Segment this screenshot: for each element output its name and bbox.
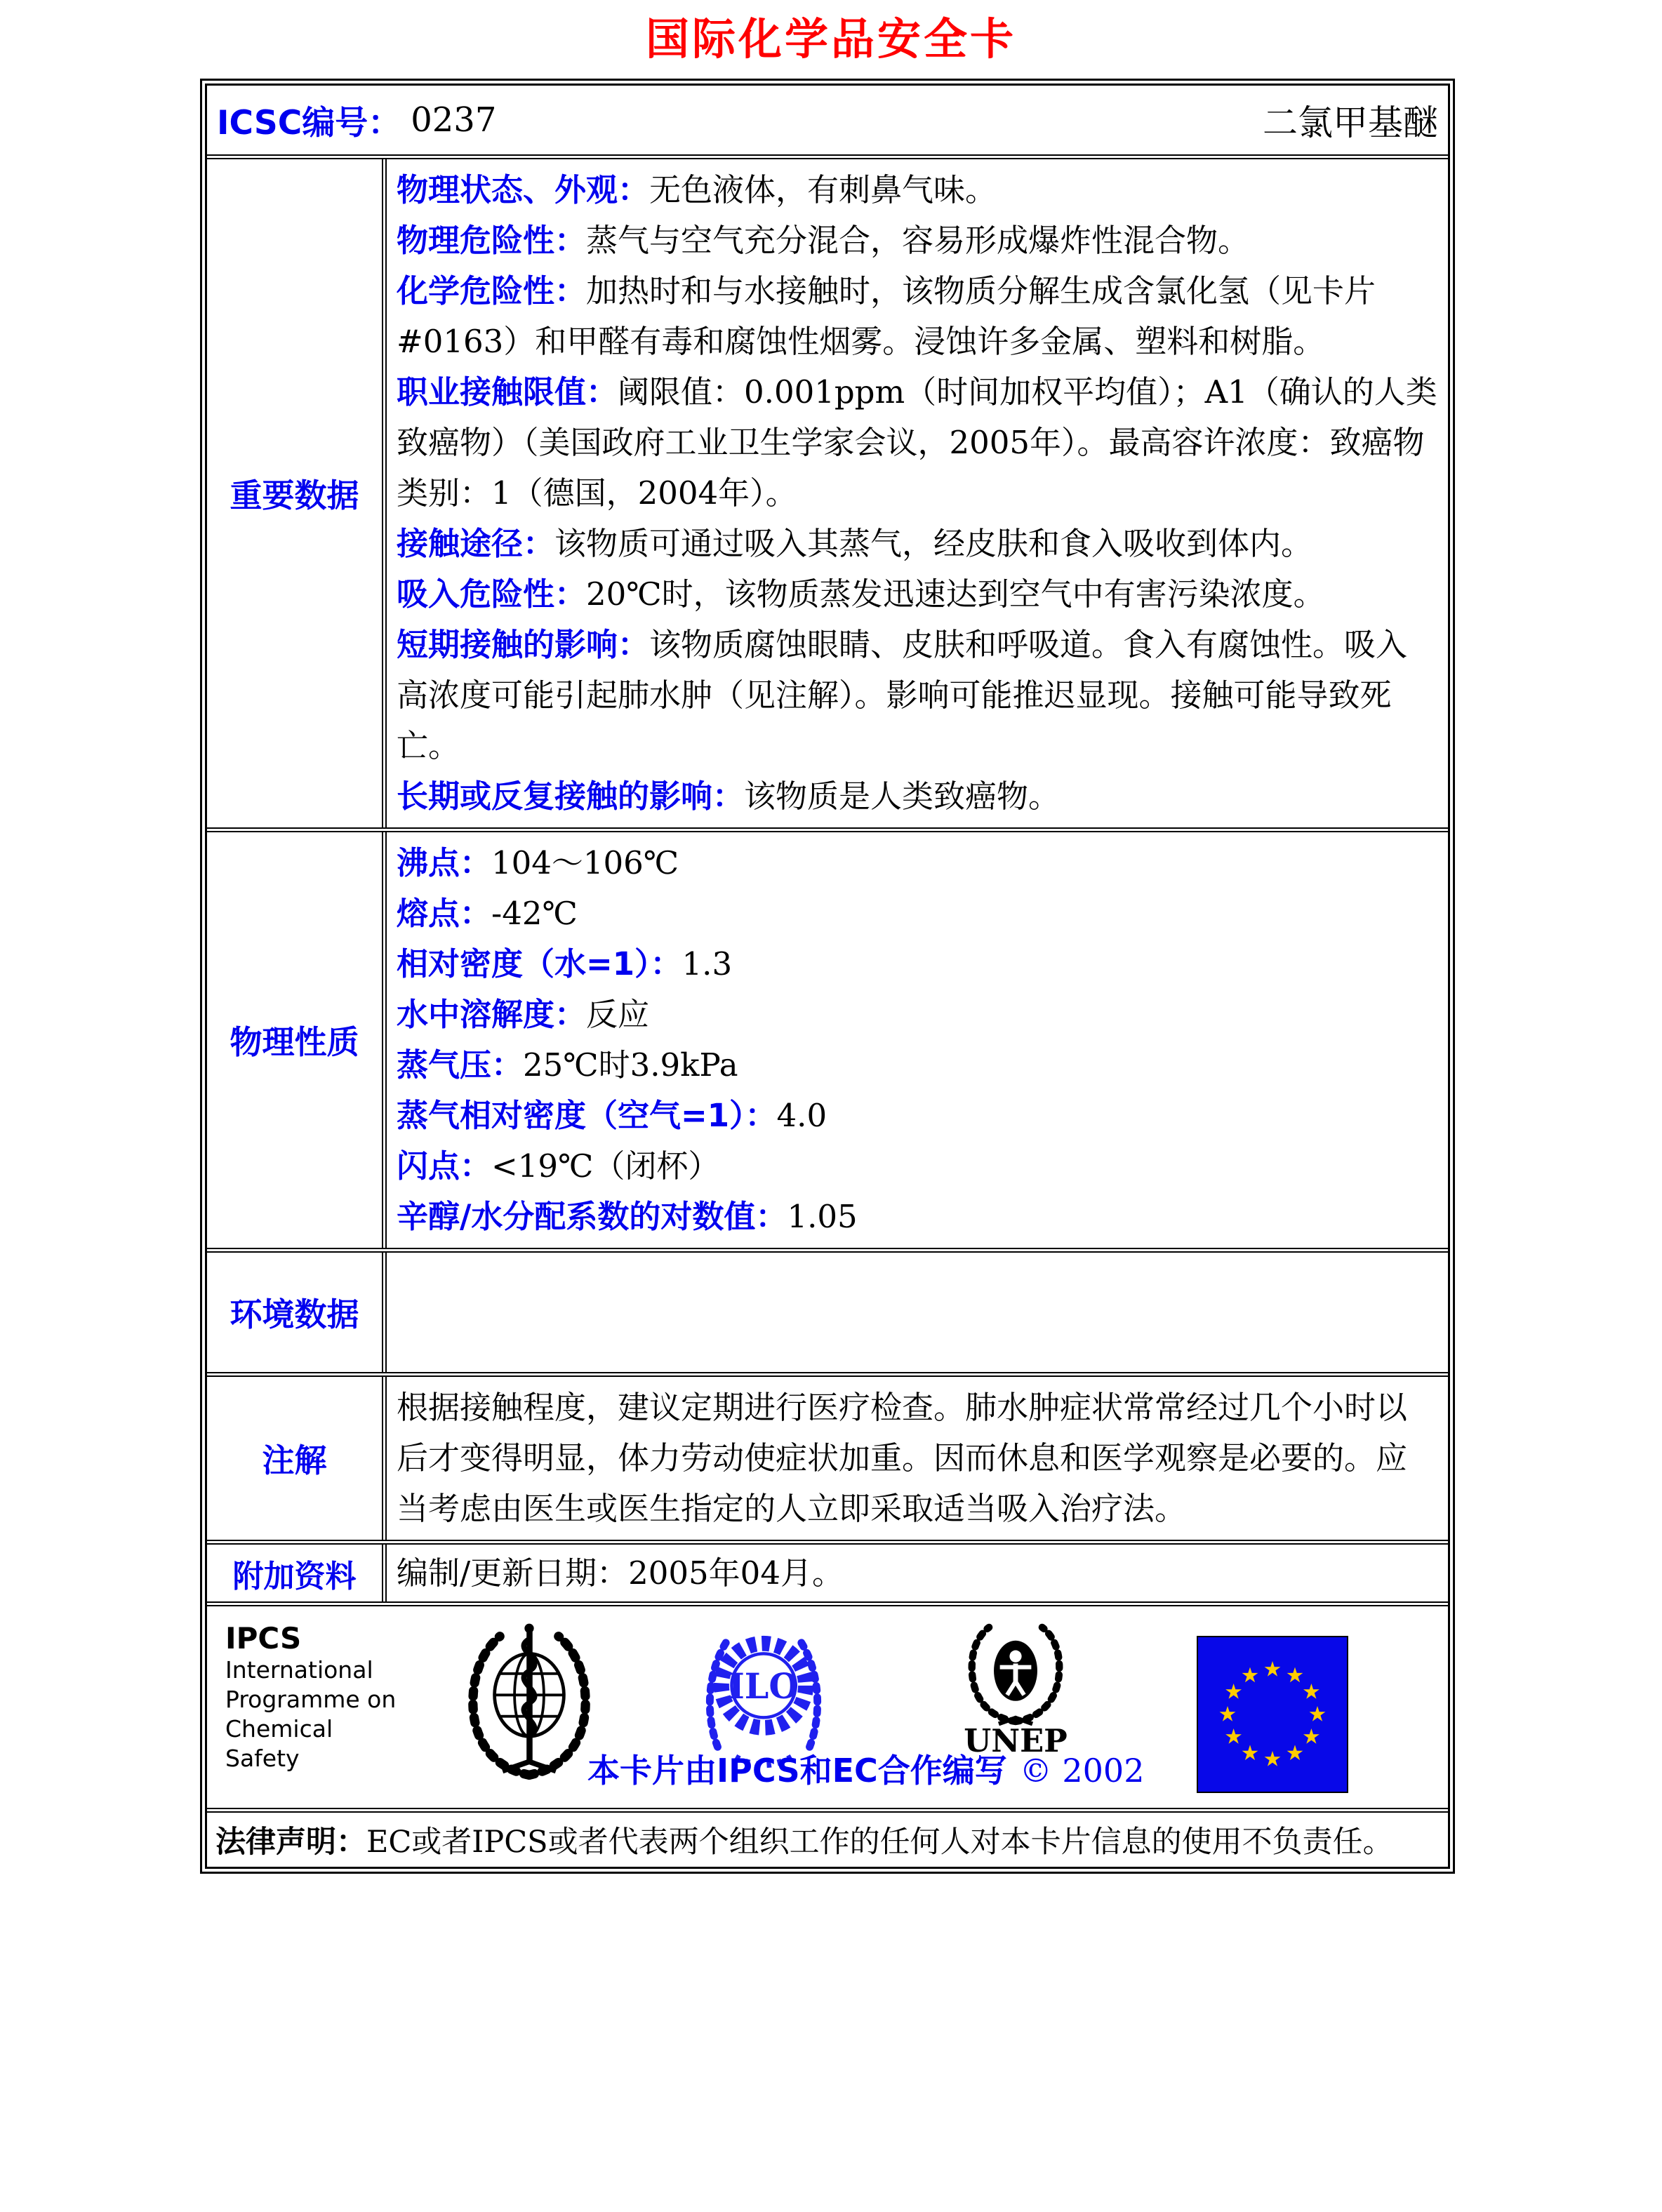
property-label: 化学危险性： [397, 272, 587, 309]
property-label: 长期或反复接触的影响： [397, 778, 745, 815]
property-row [397, 1040, 1438, 1091]
ipcs-subtitle-line: Programme on [225, 1686, 397, 1713]
property-value: 4.0 [776, 1097, 827, 1134]
property-label: 蒸气压： [397, 1046, 524, 1084]
property-row [397, 1091, 1438, 1141]
property-row [397, 215, 1438, 266]
property-row [397, 838, 1438, 888]
section-notes [207, 1372, 1448, 1540]
svg-text:ILO: ILO [728, 1666, 799, 1707]
footer-logos-row [207, 1601, 1448, 1808]
property-row [397, 1192, 1438, 1242]
property-value: 阈限值：0.001ppm（时间加权平均值）；A1（确认的人类致癌物）（美国政府工业卫生学家会议，2005年）。最高容许浓度：致癌物类别：1（德国，2004年）。 [397, 373, 1437, 512]
who-logo-icon [463, 1618, 596, 1780]
icsc-number-value: 0237 [411, 100, 497, 140]
property-row [397, 771, 1438, 822]
eu-flag-icon [1197, 1636, 1348, 1793]
chemical-name: 二氯甲基醚 [1263, 102, 1438, 143]
section-label-notes: 注解 [207, 1377, 387, 1540]
legal-text: EC或者IPCS或者代表两个组织工作的任何人对本卡片信息的使用不负责任。 [366, 1825, 1393, 1860]
property-value: 反应 [586, 996, 650, 1033]
caption-text: 本卡片由IPCS和EC合作编写 [587, 1752, 1007, 1790]
property-value: 25℃时3.9kPa [523, 1046, 738, 1084]
property-label: 闪点： [397, 1147, 492, 1185]
property-label: 物理状态、外观： [397, 171, 650, 208]
section-label-environmental-data: 环境数据 [207, 1253, 387, 1372]
property-row [397, 990, 1438, 1040]
property-row [397, 519, 1438, 569]
property-value: 无色液体，有刺鼻气味。 [649, 171, 997, 208]
property-label: 吸入危险性： [397, 575, 587, 613]
section-label-physical-properties: 物理性质 [207, 832, 387, 1248]
property-row [397, 620, 1438, 771]
property-row [397, 1141, 1438, 1192]
property-value: 104～106℃ [491, 844, 679, 881]
ipcs-subtitle-line: International [225, 1656, 373, 1684]
property-label: 职业接触限值： [397, 373, 618, 411]
icsc-number-label: ICSC编号： [217, 103, 401, 142]
property-row [397, 266, 1438, 367]
additional-info-content [387, 1545, 1448, 1601]
property-row [397, 165, 1438, 215]
property-value: 该物质可通过吸入其蒸气，经皮肤和食入吸收到体内。 [554, 525, 1313, 562]
footer-caption [587, 1745, 1144, 1792]
property-label: 短期接触的影响： [397, 626, 650, 663]
ipcs-title: IPCS [225, 1621, 302, 1655]
property-value: -42℃ [491, 895, 578, 932]
ipcs-subtitle-line: Chemical Safety [225, 1715, 333, 1772]
property-value: 该物质腐蚀眼睛、皮肤和呼吸道。食入有腐蚀性。吸入高浓度可能引起肺水肿（见注解）。影响可能推迟显现。接触可能导致死亡。 [397, 626, 1408, 764]
card-header-row [207, 86, 1448, 154]
legal-row [207, 1808, 1448, 1867]
property-row [397, 367, 1438, 519]
property-row [397, 939, 1438, 990]
property-label: 接触途径： [397, 525, 555, 562]
property-label: 沸点： [397, 844, 492, 881]
property-value: 加热时和与水接触时，该物质分解生成含氯化氢（见卡片#0163）和甲醛有毒和腐蚀性烟雾。浸蚀许多金属、塑料和树脂。 [397, 272, 1376, 360]
property-value: 1.3 [682, 945, 733, 982]
property-value: 20℃时，该物质蒸发迅速达到空气中有害污染浓度。 [586, 575, 1325, 613]
property-row [397, 569, 1438, 620]
icsc-card-table [200, 79, 1455, 1874]
section-label-additional-info: 附加资料 [207, 1545, 387, 1601]
legal-label: 法律声明： [215, 1825, 366, 1860]
property-value: 该物质是人类致癌物。 [744, 778, 1061, 815]
property-label: 熔点： [397, 895, 492, 932]
property-label: 蒸气相对密度（空气=1）： [397, 1097, 777, 1134]
svg-text:UNEP: UNEP [964, 1722, 1068, 1757]
unep-logo-icon [955, 1618, 1076, 1757]
property-row [397, 888, 1438, 939]
environmental-data-content [387, 1253, 1448, 1372]
caption-copyright: © 2002 [1019, 1752, 1145, 1790]
property-value: 蒸气与空气充分混合，容易形成爆炸性混合物。 [586, 222, 1250, 259]
ipcs-text-block [225, 1622, 401, 1773]
section-additional-info [207, 1540, 1448, 1601]
page-title: 国际化学品安全卡 [645, 13, 1016, 65]
notes-text: 根据接触程度，建议定期进行医疗检查。肺水肿症状常常经过几个小时以后才变得明显，体力劳动使症状加重。因而休息和医学观察是必要的。应当考虑由医生或医生指定的人立即采取适当吸入治疗法。 [397, 1389, 1408, 1527]
additional-info-text: 编制/更新日期：2005年04月。 [397, 1554, 844, 1592]
section-physical-properties [207, 827, 1448, 1248]
property-label: 水中溶解度： [397, 996, 587, 1033]
section-environmental-data [207, 1248, 1448, 1372]
property-label: 相对密度（水=1）： [397, 945, 682, 982]
notes-content [387, 1377, 1448, 1540]
property-value: 1.05 [787, 1198, 858, 1235]
important-data-content [387, 159, 1448, 827]
section-important-data [207, 154, 1448, 827]
property-label: 辛醇/水分配系数的对数值： [397, 1198, 787, 1235]
physical-properties-content [387, 832, 1448, 1248]
section-label-important-data: 重要数据 [207, 159, 387, 827]
property-value: <19℃（闭杯） [491, 1147, 720, 1185]
property-label: 物理危险性： [397, 222, 587, 259]
